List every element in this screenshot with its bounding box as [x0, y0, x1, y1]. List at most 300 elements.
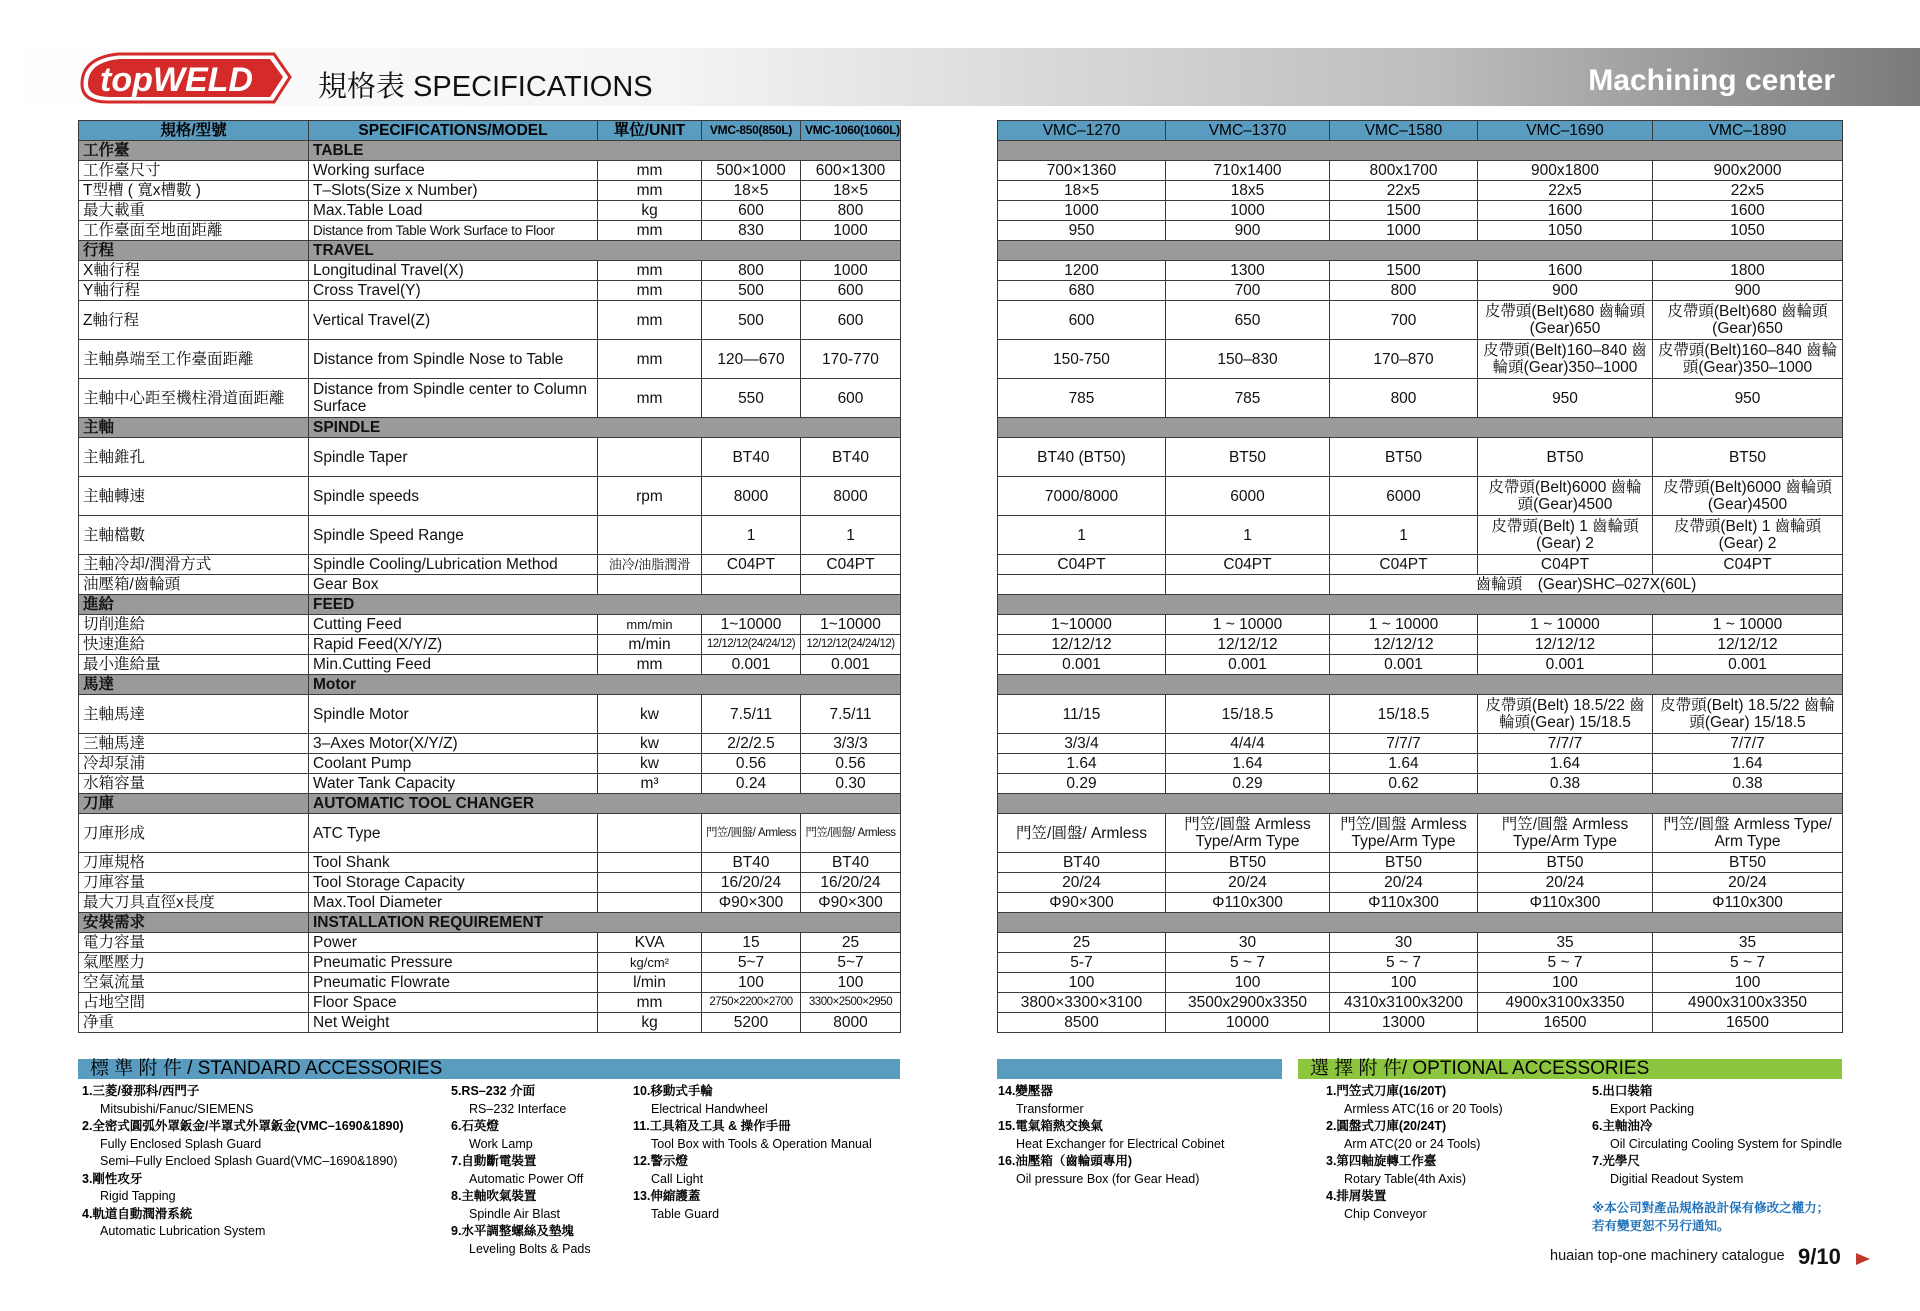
value-cell: BT50	[1166, 853, 1330, 873]
value-cell: C04PT	[1653, 555, 1843, 575]
table-row	[79, 774, 901, 794]
value-cell: Φ90×300	[702, 893, 801, 913]
section-label-zh: 行程	[79, 241, 309, 261]
standard-accessories-col-2	[451, 1083, 621, 1258]
model-header: VMC–1690	[1478, 121, 1653, 141]
table-row	[998, 477, 1843, 516]
value-cell: 門笠/圓盤 Armless Type/ Arm Type	[1653, 814, 1843, 853]
value-cell: 600	[801, 281, 901, 301]
table-row	[998, 973, 1843, 993]
table-row	[998, 893, 1843, 913]
value-cell: BT50	[1330, 438, 1478, 477]
table-row	[79, 161, 901, 181]
value-cell: 20/24	[1653, 873, 1843, 893]
spec-name-en: Power	[309, 933, 598, 953]
accessory-item-zh: 3.第四軸旋轉工作臺	[1326, 1154, 1437, 1168]
value-cell: 皮帶頭(Belt)6000 齒輪頭(Gear)4500	[1478, 477, 1653, 516]
unit-cell: rpm	[598, 477, 702, 516]
gear-box-value: 齒輪頭 (Gear)SHC–027X(60L)	[1330, 575, 1843, 595]
value-cell: 150-750	[998, 340, 1166, 379]
table-row	[79, 853, 901, 873]
unit-cell: mm	[598, 340, 702, 379]
table-row	[998, 695, 1843, 734]
value-cell: 0.38	[1653, 774, 1843, 794]
value-cell: 2/2/2.5	[702, 734, 801, 754]
table-header-row	[79, 121, 901, 141]
table-row	[998, 734, 1843, 754]
value-cell: 4900x3100x3350	[1478, 993, 1653, 1013]
section-label-zh: 工作臺	[79, 141, 309, 161]
table-row	[998, 261, 1843, 281]
spec-name-zh: 水箱容量	[79, 774, 309, 794]
value-cell: 18×5	[702, 181, 801, 201]
value-cell: 950	[998, 221, 1166, 241]
table-row	[79, 655, 901, 675]
section-spacer	[998, 794, 1843, 814]
table-row	[79, 438, 901, 477]
spec-name-en: Gear Box	[309, 575, 598, 595]
value-cell: 1 ~ 10000	[1166, 615, 1330, 635]
table-row	[998, 555, 1843, 575]
value-cell: 皮帶頭(Belt)160–840 齒輪頭(Gear)350–1000	[1478, 340, 1653, 379]
optional-accessories-col-2	[1592, 1083, 1862, 1188]
value-cell: BT40 (BT50)	[998, 438, 1166, 477]
section-row	[998, 141, 1843, 161]
table-row	[79, 201, 901, 221]
value-cell: 1050	[1478, 221, 1653, 241]
value-cell: 25	[801, 933, 901, 953]
value-cell: BT40	[801, 438, 901, 477]
spec-name-zh: 氣壓壓力	[79, 953, 309, 973]
value-cell: 30	[1330, 933, 1478, 953]
value-cell: 1.64	[1166, 754, 1330, 774]
value-cell: 1~10000	[801, 615, 901, 635]
spec-name-zh: X軸行程	[79, 261, 309, 281]
table-row	[79, 754, 901, 774]
accessory-item-en: Leveling Bolts & Pads	[469, 1241, 591, 1256]
value-cell: 18×5	[998, 181, 1166, 201]
value-cell: 5 ~ 7	[1653, 953, 1843, 973]
value-cell	[702, 575, 801, 595]
value-cell: 100	[702, 973, 801, 993]
section-label-zh: 進給	[79, 595, 309, 615]
table-row	[79, 575, 901, 595]
unit-cell	[598, 575, 702, 595]
value-cell: 4900x3100x3350	[1653, 993, 1843, 1013]
value-cell: 500	[702, 301, 801, 340]
accessory-item-en: Heat Exchanger for Electrical Cobinet	[1016, 1136, 1225, 1151]
unit-cell	[598, 853, 702, 873]
spec-name-en: Max.Tool Diameter	[309, 893, 598, 913]
table-row	[998, 575, 1843, 595]
section-label-zh: 安裝需求	[79, 913, 309, 933]
accessory-item-en: Table Guard	[651, 1206, 720, 1221]
value-cell: 7/7/7	[1330, 734, 1478, 754]
accessory-item-zh: 5.RS–232 介面	[451, 1084, 536, 1098]
table-row	[998, 853, 1843, 873]
table-row	[998, 754, 1843, 774]
accessory-item-en: Oil pressure Box (for Gear Head)	[1016, 1171, 1200, 1186]
section-row	[79, 595, 901, 615]
spec-name-zh: 工作臺面至地面距離	[79, 221, 309, 241]
standard-accessories-col-4	[998, 1083, 1268, 1188]
value-cell: Φ90×300	[801, 893, 901, 913]
section-title: Machining center	[1588, 64, 1835, 97]
value-cell: 900	[1166, 221, 1330, 241]
accessory-item-en: Rigid Tapping	[100, 1189, 176, 1203]
value-cell: BT40	[998, 853, 1166, 873]
spec-name-zh: 空氣流量	[79, 973, 309, 993]
value-cell: 7000/8000	[998, 477, 1166, 516]
accessory-item-zh: 2.全密式圓弧外罩鈑金/半罩式外罩鈑金(VMC–1690&1890)	[82, 1119, 404, 1133]
spec-name-en: Cutting Feed	[309, 615, 598, 635]
value-cell: 0.24	[702, 774, 801, 794]
value-cell: 11/15	[998, 695, 1166, 734]
spec-name-en: Cross Travel(Y)	[309, 281, 598, 301]
column-header: VMC-1060(1060L)	[801, 121, 901, 141]
catalogue-footer: huaian top-one machinery catalogue	[1550, 1248, 1785, 1264]
table-row	[79, 221, 901, 241]
value-cell: 600	[998, 301, 1166, 340]
section-spacer	[998, 141, 1843, 161]
unit-cell: mm	[598, 181, 702, 201]
value-cell: 800x1700	[1330, 161, 1478, 181]
accessory-item-zh: 7.光學尺	[1592, 1154, 1640, 1168]
accessory-item-zh: 16.油壓箱（齒輪頭專用)	[998, 1154, 1133, 1168]
value-cell: 3800×3300×3100	[998, 993, 1166, 1013]
spec-name-zh: 刀庫形成	[79, 814, 309, 853]
standard-accessories-col-1	[82, 1083, 442, 1241]
value-cell: 1 ~ 10000	[1330, 615, 1478, 635]
value-cell: 10000	[1166, 1013, 1330, 1033]
standard-accessories-title: 標 準 附 件 / STANDARD ACCESSORIES	[78, 1059, 900, 1079]
value-cell: 3/3/3	[801, 734, 901, 754]
value-cell: 5~7	[702, 953, 801, 973]
spec-name-zh: 冷却泵浦	[79, 754, 309, 774]
value-cell: BT40	[702, 438, 801, 477]
accessory-item-en: Oil Circulating Cooling System for Spindle	[1610, 1136, 1843, 1151]
value-cell: 0.38	[1478, 774, 1653, 794]
section-label-en: TABLE	[309, 141, 901, 161]
value-cell: 35	[1478, 933, 1653, 953]
spec-name-zh: 最小進給量	[79, 655, 309, 675]
table-row	[79, 973, 901, 993]
table-row	[998, 301, 1843, 340]
value-cell: 1	[1330, 516, 1478, 555]
table-row	[79, 893, 901, 913]
section-row	[79, 418, 901, 438]
spec-name-zh: 刀庫容量	[79, 873, 309, 893]
value-cell: 20/24	[998, 873, 1166, 893]
value-cell: 1500	[1330, 261, 1478, 281]
accessory-item-zh: 11.工具箱及工具 & 操作手冊	[633, 1119, 791, 1133]
value-cell: 門笠/圓盤 Armless Type/Arm Type	[1166, 814, 1330, 853]
unit-cell: mm	[598, 221, 702, 241]
section-spacer	[998, 595, 1843, 615]
column-header: SPECIFICATIONS/MODEL	[309, 121, 598, 141]
value-cell: 30	[1166, 933, 1330, 953]
section-row	[79, 241, 901, 261]
value-cell: 0.001	[1653, 655, 1843, 675]
page-title: 規格表 SPECIFICATIONS	[318, 71, 653, 103]
value-cell: 900x1800	[1478, 161, 1653, 181]
section-row	[998, 595, 1843, 615]
value-cell: 1.64	[1330, 754, 1478, 774]
spec-name-en: Rapid Feed(X/Y/Z)	[309, 635, 598, 655]
value-cell: 800	[702, 261, 801, 281]
table-row	[998, 516, 1843, 555]
value-cell: 900	[1653, 281, 1843, 301]
unit-cell: kw	[598, 695, 702, 734]
accessory-item-en: Automatic Lubrication System	[100, 1224, 266, 1238]
table-row	[998, 1013, 1843, 1033]
section-label-en: TRAVEL	[309, 241, 901, 261]
table-row	[79, 1013, 901, 1033]
accessory-item-en: Armless ATC(16 or 20 Tools)	[1344, 1101, 1503, 1116]
table-row	[79, 615, 901, 635]
spec-name-zh: 快速進給	[79, 635, 309, 655]
spec-name-en: Working surface	[309, 161, 598, 181]
table-row	[998, 340, 1843, 379]
value-cell: 皮帶頭(Belt) 18.5/22 齒輪頭(Gear) 15/18.5	[1478, 695, 1653, 734]
section-spacer	[998, 913, 1843, 933]
value-cell: 1	[702, 516, 801, 555]
section-label-en: FEED	[309, 595, 901, 615]
table-row	[79, 953, 901, 973]
value-cell: 100	[1330, 973, 1478, 993]
value-cell: 800	[1330, 379, 1478, 418]
value-cell: 8000	[702, 477, 801, 516]
value-cell: Φ110x300	[1166, 893, 1330, 913]
value-cell: 皮帶頭(Belt)680 齒輪頭(Gear)650	[1653, 301, 1843, 340]
value-cell: 0.56	[702, 754, 801, 774]
value-cell: 1~10000	[998, 615, 1166, 635]
spec-name-en: Min.Cutting Feed	[309, 655, 598, 675]
table-row	[998, 438, 1843, 477]
spec-name-en: Pneumatic Flowrate	[309, 973, 598, 993]
unit-cell: kw	[598, 734, 702, 754]
section-row	[79, 675, 901, 695]
value-cell: 0.001	[1330, 655, 1478, 675]
value-cell: 22x5	[1330, 181, 1478, 201]
optional-accessories-col-1	[1326, 1083, 1576, 1223]
value-cell: 100	[998, 973, 1166, 993]
value-cell: 680	[998, 281, 1166, 301]
value-cell: 6000	[1330, 477, 1478, 516]
table-row	[79, 933, 901, 953]
spec-name-zh: 主軸檔數	[79, 516, 309, 555]
accessory-item-en: Fully Enclosed Splash Guard	[100, 1136, 262, 1151]
table-row	[998, 993, 1843, 1013]
value-cell: 600	[801, 379, 901, 418]
value-cell: 皮帶頭(Belt) 1 齒輪頭(Gear) 2	[1653, 516, 1843, 555]
value-cell: 1.64	[998, 754, 1166, 774]
value-cell: 皮帶頭(Belt) 18.5/22 齒輪頭(Gear) 15/18.5	[1653, 695, 1843, 734]
table-row	[998, 201, 1843, 221]
value-cell: 0.56	[801, 754, 901, 774]
accessory-item-en: Automatic Power Off	[469, 1171, 584, 1186]
unit-cell	[598, 814, 702, 853]
spec-name-en: Tool Shank	[309, 853, 598, 873]
value-cell: 12/12/12	[1330, 635, 1478, 655]
accessory-item-en: RS–232 Interface	[469, 1101, 567, 1116]
value-cell	[998, 575, 1166, 595]
value-cell: 0.001	[998, 655, 1166, 675]
value-cell: 1~10000	[702, 615, 801, 635]
spec-name-zh: 切削進給	[79, 615, 309, 635]
value-cell: BT50	[1478, 438, 1653, 477]
spec-name-zh: 主軸馬達	[79, 695, 309, 734]
accessory-item-en: Electrical Handwheel	[651, 1101, 768, 1116]
value-cell: 皮帶頭(Belt)6000 齒輪頭(Gear)4500	[1653, 477, 1843, 516]
value-cell: 5-7	[998, 953, 1166, 973]
section-row	[998, 913, 1843, 933]
right-spec-table	[997, 120, 1843, 1033]
unit-cell: kg/cm²	[598, 953, 702, 973]
table-row	[79, 281, 901, 301]
value-cell: 700	[1330, 301, 1478, 340]
value-cell: 3300×2500×2950	[801, 993, 901, 1013]
table-row	[79, 516, 901, 555]
accessory-item-zh: 6.主軸油冷	[1592, 1119, 1653, 1133]
value-cell: BT40	[801, 853, 901, 873]
value-cell: 25	[998, 933, 1166, 953]
value-cell: Φ110x300	[1478, 893, 1653, 913]
value-cell: 16500	[1653, 1013, 1843, 1033]
unit-cell	[598, 873, 702, 893]
value-cell: 1.64	[1478, 754, 1653, 774]
value-cell: 600×1300	[801, 161, 901, 181]
value-cell: 1000	[1330, 221, 1478, 241]
value-cell: 710x1400	[1166, 161, 1330, 181]
unit-cell: mm	[598, 993, 702, 1013]
model-header: VMC–1580	[1330, 121, 1478, 141]
accessory-item-zh: 3.剛性攻牙	[82, 1171, 143, 1186]
table-row	[998, 655, 1843, 675]
value-cell: C04PT	[1166, 555, 1330, 575]
spec-name-zh: Z軸行程	[79, 301, 309, 340]
standard-accessories-bar-continued	[997, 1059, 1282, 1079]
value-cell: 830	[702, 221, 801, 241]
accessory-item-en: Chip Conveyor	[1344, 1206, 1427, 1221]
table-row	[998, 873, 1843, 893]
value-cell: 8000	[801, 1013, 901, 1033]
value-cell: 950	[1653, 379, 1843, 418]
value-cell: BT50	[1653, 438, 1843, 477]
value-cell: 1600	[1653, 201, 1843, 221]
value-cell: 500×1000	[702, 161, 801, 181]
spec-name-zh: 主軸轉速	[79, 477, 309, 516]
accessory-item-en: Export Packing	[1610, 1101, 1695, 1116]
spec-name-zh: 電力容量	[79, 933, 309, 953]
accessory-item-zh: 5.出口裝箱	[1592, 1084, 1653, 1098]
table-row	[998, 933, 1843, 953]
table-row	[79, 734, 901, 754]
accessory-item-zh: 13.伸縮護蓋	[633, 1189, 701, 1203]
value-cell: 700	[1166, 281, 1330, 301]
spec-name-en: Longitudinal Travel(X)	[309, 261, 598, 281]
spec-change-note	[1592, 1199, 1829, 1235]
value-cell: 35	[1653, 933, 1843, 953]
accessory-item-en: Mitsubishi/Fanuc/SIEMENS	[100, 1101, 254, 1116]
value-cell: Φ110x300	[1330, 893, 1478, 913]
accessory-item-en: Transformer	[1016, 1101, 1084, 1116]
value-cell: C04PT	[801, 555, 901, 575]
value-cell: 22x5	[1653, 181, 1843, 201]
unit-cell: kg	[598, 1013, 702, 1033]
section-row	[79, 141, 901, 161]
value-cell: 6000	[1166, 477, 1330, 516]
spec-name-en: Floor Space	[309, 993, 598, 1013]
value-cell: 22x5	[1478, 181, 1653, 201]
value-cell: 皮帶頭(Belt) 1 齒輪頭(Gear) 2	[1478, 516, 1653, 555]
value-cell: 0.29	[998, 774, 1166, 794]
value-cell: 0.001	[801, 655, 901, 675]
optional-accessories-title: 選 擇 附 件/ OPTIONAL ACCESSORIES	[1298, 1059, 1842, 1079]
value-cell: 1000	[1166, 201, 1330, 221]
value-cell: 800	[801, 201, 901, 221]
accessory-item-zh: 14.變壓器	[998, 1084, 1053, 1098]
value-cell: 7.5/11	[702, 695, 801, 734]
value-cell: 12/12/12(24/24/12)	[702, 635, 801, 655]
value-cell: 1.64	[1653, 754, 1843, 774]
left-spec-table	[78, 120, 901, 1033]
value-cell: 0.62	[1330, 774, 1478, 794]
accessory-item-en: Spindle Air Blast	[469, 1206, 561, 1221]
section-label-en: INSTALLATION REQUIREMENT	[309, 913, 901, 933]
value-cell: 1000	[801, 261, 901, 281]
spec-name-zh: 主軸中心距至機柱滑道面距離	[79, 379, 309, 418]
value-cell: C04PT	[1478, 555, 1653, 575]
spec-name-zh: 最大載重	[79, 201, 309, 221]
value-cell: 1000	[998, 201, 1166, 221]
section-row	[998, 241, 1843, 261]
unit-cell	[598, 516, 702, 555]
value-cell: 20/24	[1166, 873, 1330, 893]
value-cell: 門笠/圓盤 Armless Type/Arm Type	[1478, 814, 1653, 853]
unit-cell: l/min	[598, 973, 702, 993]
spec-name-zh: 主軸錐孔	[79, 438, 309, 477]
value-cell: 1200	[998, 261, 1166, 281]
spec-name-zh: 主軸冷却/潤滑方式	[79, 555, 309, 575]
value-cell: 0.29	[1166, 774, 1330, 794]
table-header-row	[998, 121, 1843, 141]
column-header: VMC-850(850L)	[702, 121, 801, 141]
accessory-item-zh: 7.自動斷電裝置	[451, 1154, 537, 1168]
value-cell: 0.30	[801, 774, 901, 794]
section-label-zh: 馬達	[79, 675, 309, 695]
accessory-item-en: Work Lamp	[469, 1136, 533, 1151]
table-row	[79, 340, 901, 379]
unit-cell: mm	[598, 161, 702, 181]
section-row	[998, 794, 1843, 814]
spec-name-en: Net Weight	[309, 1013, 598, 1033]
accessory-item-en: Digitial Readout System	[1610, 1171, 1744, 1186]
section-spacer	[998, 241, 1843, 261]
value-cell: 1	[801, 516, 901, 555]
value-cell: 15	[702, 933, 801, 953]
value-cell: 13000	[1330, 1013, 1478, 1033]
value-cell: 16/20/24	[702, 873, 801, 893]
value-cell: BT40	[702, 853, 801, 873]
value-cell: 1	[1166, 516, 1330, 555]
value-cell: 100	[801, 973, 901, 993]
table-row	[79, 814, 901, 853]
accessory-item-zh: 6.石英燈	[451, 1119, 499, 1133]
spec-name-zh: 刀庫規格	[79, 853, 309, 873]
value-cell: 5200	[702, 1013, 801, 1033]
column-header: 規格/型號	[79, 121, 309, 141]
